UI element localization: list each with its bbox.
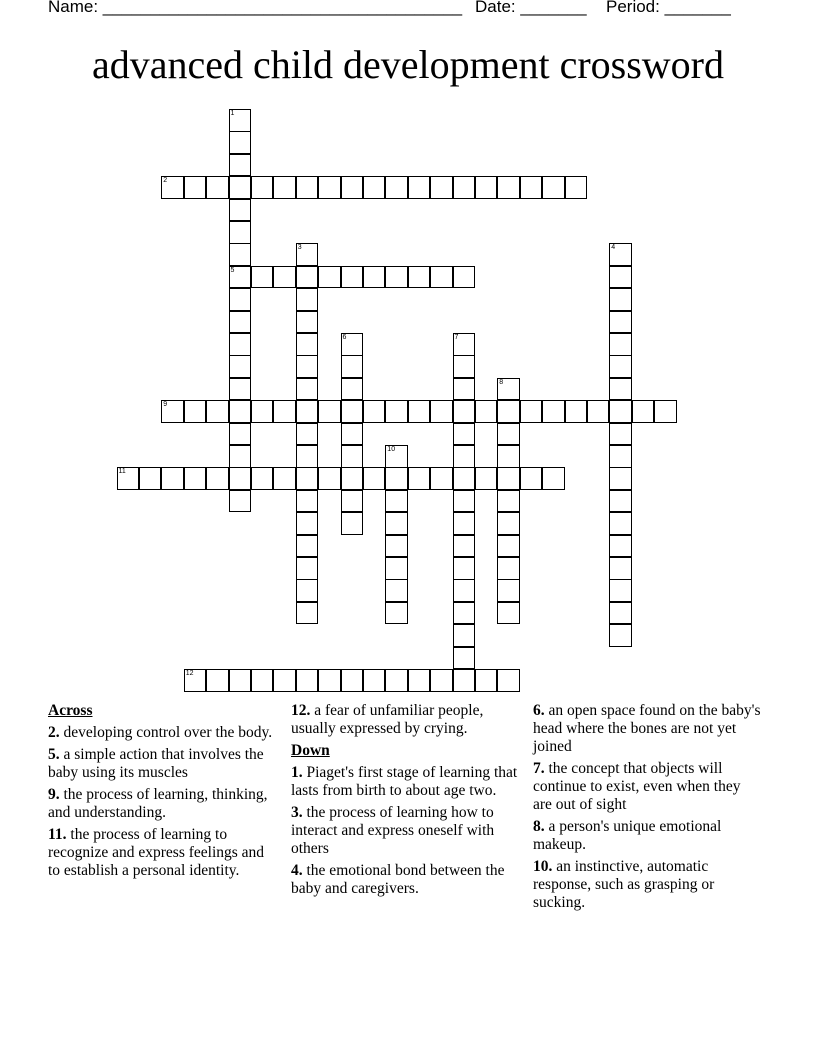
crossword-cell[interactable] — [430, 669, 453, 692]
crossword-cell[interactable] — [229, 243, 252, 266]
crossword-cell[interactable] — [408, 266, 431, 289]
crossword-cell[interactable] — [251, 266, 274, 289]
crossword-cell[interactable] — [296, 467, 319, 490]
crossword-cell[interactable] — [385, 176, 408, 199]
crossword-cell[interactable] — [385, 557, 408, 580]
crossword-cell[interactable] — [542, 176, 565, 199]
crossword-cell[interactable] — [363, 467, 386, 490]
crossword-cell[interactable] — [229, 199, 252, 222]
crossword-cell[interactable] — [251, 400, 274, 423]
crossword-cell[interactable] — [453, 535, 476, 558]
crossword-cell[interactable] — [453, 355, 476, 378]
crossword-cell[interactable] — [497, 490, 520, 513]
crossword-cell[interactable] — [229, 445, 252, 468]
crossword-cell[interactable] — [296, 669, 319, 692]
crossword-cell[interactable] — [497, 535, 520, 558]
crossword-cell[interactable] — [229, 221, 252, 244]
crossword-cell[interactable] — [453, 490, 476, 513]
clue-text: a fear of unfamiliar people, usually expressed by crying. — [291, 702, 484, 737]
crossword-cell[interactable] — [318, 669, 341, 692]
period-field[interactable]: Period: _______ — [606, 0, 731, 16]
crossword-cell[interactable] — [453, 669, 476, 692]
crossword-cell[interactable] — [117, 467, 140, 490]
clue-number-label: 8 — [499, 378, 504, 386]
crossword-cell[interactable] — [408, 176, 431, 199]
crossword-cell[interactable] — [229, 154, 252, 177]
crossword-cell[interactable] — [385, 535, 408, 558]
crossword-cell[interactable] — [430, 266, 453, 289]
clue-number: 2. — [48, 724, 60, 741]
crossword-cell[interactable] — [296, 579, 319, 602]
crossword-cell[interactable] — [609, 557, 632, 580]
crossword-cell[interactable] — [229, 490, 252, 513]
crossword-cell[interactable] — [609, 535, 632, 558]
crossword-cell[interactable] — [542, 400, 565, 423]
crossword-cell[interactable] — [251, 176, 274, 199]
crossword-cell[interactable] — [497, 176, 520, 199]
crossword-cell[interactable] — [430, 400, 453, 423]
clue-across-9 — [48, 786, 278, 822]
clue-text: developing control over the body. — [63, 724, 273, 741]
crossword-cell[interactable] — [385, 467, 408, 490]
crossword-cell[interactable] — [408, 467, 431, 490]
crossword-cell[interactable] — [520, 467, 543, 490]
crossword-cell[interactable] — [453, 333, 476, 356]
crossword-cell[interactable] — [408, 400, 431, 423]
crossword-cell[interactable] — [273, 266, 296, 289]
crossword-cell[interactable] — [318, 467, 341, 490]
clue-number-label: 3 — [297, 244, 302, 252]
crossword-cell[interactable] — [229, 423, 252, 446]
crossword-cell[interactable] — [475, 400, 498, 423]
crossword-cell[interactable] — [229, 131, 252, 154]
clue-number: 9. — [48, 786, 60, 803]
clue-number: 11. — [48, 826, 67, 843]
crossword-cell[interactable] — [497, 557, 520, 580]
clue-number: 6. — [533, 702, 545, 719]
crossword-cell[interactable] — [296, 400, 319, 423]
crossword-cell[interactable] — [161, 176, 184, 199]
clue-number-label: 11 — [118, 468, 126, 476]
down-heading: Down — [291, 742, 330, 759]
crossword-cell[interactable] — [296, 288, 319, 311]
clue-down-7 — [533, 760, 763, 814]
crossword-cell[interactable] — [296, 243, 319, 266]
crossword-cell[interactable] — [385, 512, 408, 535]
crossword-cell[interactable] — [497, 579, 520, 602]
crossword-cell[interactable] — [206, 176, 229, 199]
crossword-cell[interactable] — [453, 378, 476, 401]
clue-number-label: 6 — [342, 334, 347, 341]
crossword-cell[interactable] — [497, 602, 520, 625]
clue-number: 1. — [291, 764, 303, 781]
crossword-cell[interactable] — [453, 647, 476, 670]
clue-number: 5. — [48, 746, 60, 763]
clues-column-3 — [533, 702, 763, 916]
clue-down-4 — [291, 862, 523, 898]
clue-number-label: 7 — [454, 334, 459, 341]
crossword-cell[interactable] — [341, 445, 364, 468]
crossword-cell[interactable] — [609, 602, 632, 625]
crossword-cell[interactable] — [453, 579, 476, 602]
clue-number: 8. — [533, 818, 545, 835]
crossword-cell[interactable] — [609, 333, 632, 356]
clue-number-label: 12 — [185, 670, 194, 677]
crossword-cell[interactable] — [453, 602, 476, 625]
crossword-cell[interactable] — [296, 602, 319, 625]
clue-number-label: 2 — [163, 177, 168, 185]
crossword-cell[interactable] — [273, 467, 296, 490]
clues-column-2 — [291, 702, 523, 902]
crossword-cell[interactable] — [184, 400, 207, 423]
clue-down-6 — [533, 702, 763, 756]
clue-number: 10. — [533, 858, 553, 875]
crossword-cell[interactable] — [318, 400, 341, 423]
crossword-cell[interactable] — [385, 445, 408, 468]
crossword-cell[interactable] — [609, 490, 632, 513]
crossword-cell[interactable] — [609, 467, 632, 490]
clues-column-1 — [48, 702, 278, 884]
crossword-cell[interactable] — [385, 400, 408, 423]
crossword-cell[interactable] — [341, 176, 364, 199]
crossword-cell[interactable] — [296, 355, 319, 378]
crossword-cell[interactable] — [497, 512, 520, 535]
clue-across-2 — [48, 724, 278, 742]
crossword-cell[interactable] — [318, 266, 341, 289]
clue-across-5 — [48, 746, 278, 782]
across-heading: Across — [48, 702, 93, 719]
page-title: advanced child development crossword — [91, 42, 724, 87]
clue-number: 3. — [291, 804, 303, 821]
crossword-cell[interactable] — [229, 311, 252, 334]
crossword-cell[interactable] — [296, 423, 319, 446]
clue-text: a person's unique emotional makeup. — [533, 818, 722, 853]
crossword-cell[interactable] — [296, 333, 319, 356]
crossword-cell[interactable] — [296, 266, 319, 289]
crossword-cell[interactable] — [229, 266, 252, 289]
crossword-cell[interactable] — [453, 423, 476, 446]
crossword-cell[interactable] — [453, 445, 476, 468]
crossword-cell[interactable] — [609, 579, 632, 602]
crossword-cell[interactable] — [139, 467, 162, 490]
clue-text: the emotional bond between the baby and caregivers. — [291, 862, 505, 897]
crossword-cell[interactable] — [229, 400, 252, 423]
crossword-cell[interactable] — [273, 400, 296, 423]
crossword-cell[interactable] — [453, 266, 476, 289]
crossword-cell[interactable] — [229, 467, 252, 490]
clue-down-3 — [291, 804, 523, 858]
clue-down-1 — [291, 764, 523, 800]
crossword-cell[interactable] — [609, 423, 632, 446]
crossword-cell[interactable] — [609, 512, 632, 535]
clue-text: a simple action that involves the baby using its muscles — [48, 746, 264, 781]
crossword-cell[interactable] — [161, 467, 184, 490]
crossword-cell[interactable] — [453, 400, 476, 423]
crossword-cell[interactable] — [229, 109, 252, 132]
crossword-cell[interactable] — [229, 176, 252, 199]
crossword-cell[interactable] — [363, 266, 386, 289]
crossword-cell[interactable] — [251, 669, 274, 692]
crossword-cell[interactable] — [296, 311, 319, 334]
crossword-cell[interactable] — [408, 669, 431, 692]
crossword-cell[interactable] — [363, 400, 386, 423]
crossword-cell[interactable] — [497, 378, 520, 401]
crossword-cell[interactable] — [587, 400, 610, 423]
clue-across-12 — [291, 702, 523, 738]
crossword-cell[interactable] — [273, 176, 296, 199]
crossword-cell[interactable] — [206, 400, 229, 423]
crossword-cell[interactable] — [497, 669, 520, 692]
crossword-cell[interactable] — [341, 669, 364, 692]
crossword-cell[interactable] — [341, 512, 364, 535]
crossword-cell[interactable] — [609, 243, 632, 266]
crossword-cell[interactable] — [609, 288, 632, 311]
clue-text: Piaget's first stage of learning that lasts from birth to about age two. — [291, 764, 518, 799]
crossword-cell[interactable] — [296, 535, 319, 558]
clue-down-8 — [533, 818, 763, 854]
crossword-cell[interactable] — [296, 378, 319, 401]
crossword-cell[interactable] — [609, 355, 632, 378]
clue-down-10 — [533, 858, 763, 912]
crossword-cell[interactable] — [609, 400, 632, 423]
clue-number: 7. — [533, 760, 545, 777]
clue-number-label: 10 — [387, 446, 396, 453]
crossword-cell[interactable] — [229, 333, 252, 356]
crossword-cell[interactable] — [385, 602, 408, 625]
crossword-cell[interactable] — [565, 400, 588, 423]
crossword-cell[interactable] — [609, 311, 632, 334]
clue-number: 12. — [291, 702, 311, 719]
clue-across-11 — [48, 826, 278, 880]
crossword-cell[interactable] — [453, 512, 476, 535]
clue-text: an open space found on the baby's head where the bones are not yet joined — [533, 702, 761, 755]
name-field[interactable]: Name: ______________________________________ — [48, 0, 463, 16]
clue-text: an instinctive, automatic response, such as grasping or sucking. — [533, 858, 715, 911]
crossword-cell[interactable] — [341, 400, 364, 423]
crossword-cell[interactable] — [453, 557, 476, 580]
crossword-cell[interactable] — [565, 176, 588, 199]
clue-text: the process of learning how to interact and express oneself with others — [291, 804, 495, 857]
crossword-cell[interactable] — [184, 176, 207, 199]
crossword-cell[interactable] — [654, 400, 677, 423]
crossword-cell[interactable] — [229, 669, 252, 692]
crossword-cell[interactable] — [206, 669, 229, 692]
crossword-cell[interactable] — [341, 423, 364, 446]
crossword-cell[interactable] — [609, 445, 632, 468]
crossword-cell[interactable] — [497, 467, 520, 490]
crossword-cell[interactable] — [453, 467, 476, 490]
crossword-cell[interactable] — [453, 624, 476, 647]
crossword-cell[interactable] — [296, 176, 319, 199]
clue-text: the process of learning, thinking, and understanding. — [48, 786, 268, 821]
clue-text: the process of learning to recognize and express feelings and to establish a personal identity. — [48, 826, 265, 879]
crossword-cell[interactable] — [229, 378, 252, 401]
crossword-cell[interactable] — [385, 669, 408, 692]
crossword-cell[interactable] — [341, 333, 364, 356]
crossword-cell[interactable] — [161, 400, 184, 423]
crossword-cell[interactable] — [453, 176, 476, 199]
crossword-cell[interactable] — [341, 378, 364, 401]
crossword-cell[interactable] — [632, 400, 655, 423]
clue-number-label: 9 — [163, 401, 168, 409]
crossword-cell[interactable] — [184, 669, 207, 692]
clue-text: the concept that objects will continue to exist, even when they are out of sight — [533, 760, 741, 813]
clue-number-label: 1 — [230, 110, 235, 117]
crossword-cell[interactable] — [609, 624, 632, 647]
crossword-cell[interactable] — [251, 467, 274, 490]
crossword-cell[interactable] — [520, 400, 543, 423]
crossword-cell[interactable] — [520, 176, 543, 199]
crossword-cell[interactable] — [229, 288, 252, 311]
crossword-cell[interactable] — [318, 176, 341, 199]
crossword-cell[interactable] — [609, 378, 632, 401]
crossword-cell[interactable] — [273, 669, 296, 692]
crossword-cell[interactable] — [475, 176, 498, 199]
crossword-cell[interactable] — [184, 467, 207, 490]
clue-number-label: 5 — [230, 266, 235, 274]
crossword-cell[interactable] — [341, 490, 364, 513]
crossword-cell[interactable] — [609, 266, 632, 289]
crossword-cell[interactable] — [385, 266, 408, 289]
crossword-cell[interactable] — [497, 400, 520, 423]
crossword-cell[interactable] — [296, 490, 319, 513]
crossword-cell[interactable] — [497, 445, 520, 468]
crossword-cell[interactable] — [341, 355, 364, 378]
crossword-cell[interactable] — [296, 512, 319, 535]
crossword-cell[interactable] — [475, 467, 498, 490]
crossword-cell[interactable] — [363, 669, 386, 692]
crossword-cell[interactable] — [430, 176, 453, 199]
crossword-cell[interactable] — [341, 266, 364, 289]
crossword-cell[interactable] — [229, 355, 252, 378]
crossword-cell[interactable] — [296, 557, 319, 580]
crossword-cell[interactable] — [497, 423, 520, 446]
crossword-cell[interactable] — [385, 490, 408, 513]
date-field[interactable]: Date: _______ — [475, 0, 587, 16]
crossword-cell[interactable] — [206, 467, 229, 490]
crossword-cell[interactable] — [430, 467, 453, 490]
crossword-cell[interactable] — [296, 445, 319, 468]
clue-number: 4. — [291, 862, 303, 879]
crossword-cell[interactable] — [542, 467, 565, 490]
crossword-cell[interactable] — [363, 176, 386, 199]
crossword-cell[interactable] — [475, 669, 498, 692]
clue-number-label: 4 — [611, 244, 616, 252]
crossword-cell[interactable] — [385, 579, 408, 602]
crossword-cell[interactable] — [341, 467, 364, 490]
